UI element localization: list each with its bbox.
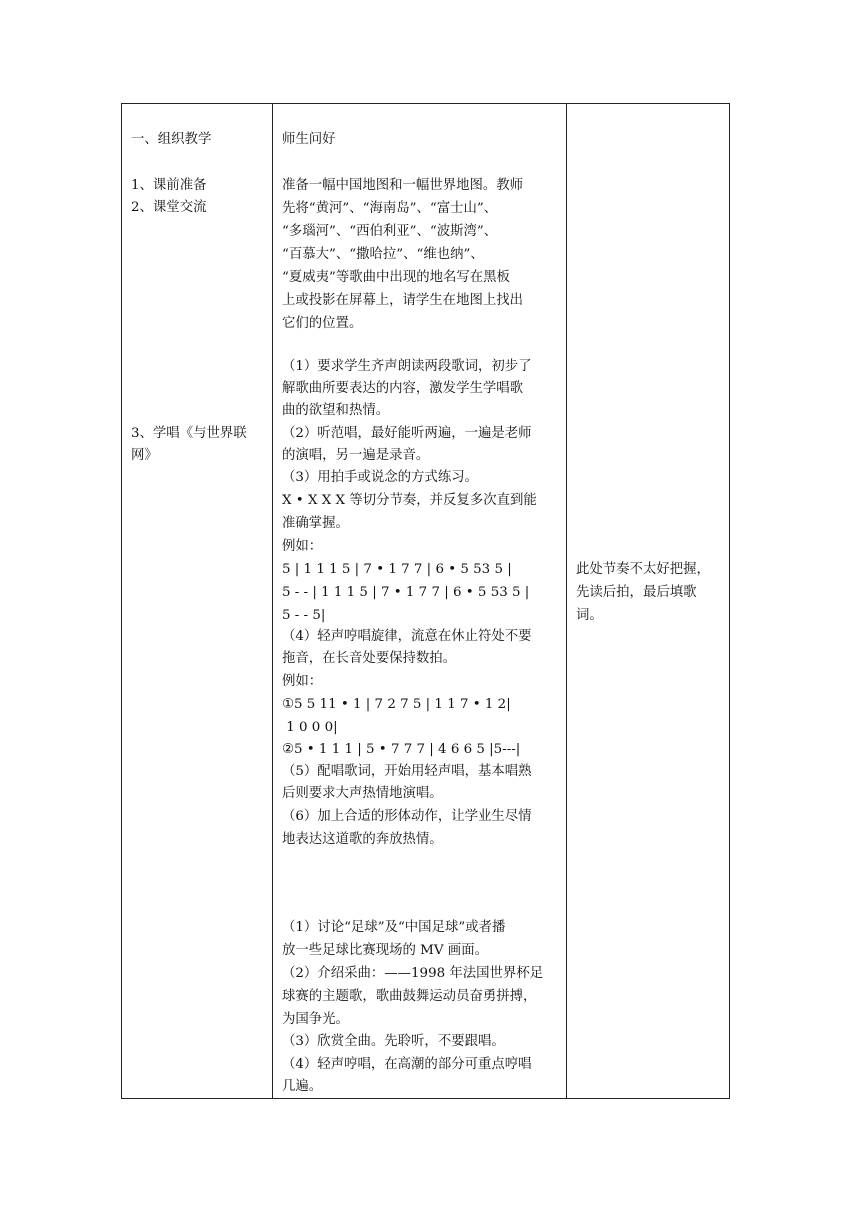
- step-line: （4）轻声哼唱旋律，流意在休止符处不要: [282, 629, 532, 644]
- step-line: 地表达这道歌的奔放热情。: [282, 832, 443, 847]
- greeting-text: 师生问好: [282, 132, 336, 147]
- step-line: （6）加上合适的形体动作，让学业生尽情: [282, 809, 532, 824]
- melody-example: ①5 5 11 • 1 | 7 2 7 5 | 1 1 7 • 1 2|: [282, 697, 511, 712]
- step-line: 解歌曲所要表达的内容，激发学生学唱歌: [282, 381, 524, 396]
- football-line: （3）欣赏全曲。先聆听，不要跟唱。: [282, 1034, 505, 1049]
- football-line: （4）轻声哼唱，在高潮的部分可重点哼唱: [282, 1057, 532, 1072]
- prep-line: 上或投影在屏幕上，请学生在地图上找出: [282, 293, 524, 308]
- step-line: X • X X X 等切分节奏，并反复多次直到能: [282, 493, 537, 508]
- football-line: 为国争光。: [282, 1012, 349, 1027]
- item-class-exchange: 2、课堂交流: [131, 200, 207, 215]
- teacher-note: 先读后拍，最后填歌: [576, 585, 697, 600]
- melody-example: 1 0 0 0|: [282, 720, 338, 735]
- step-line: 后则要求大声热情地演唱。: [282, 786, 443, 801]
- rhythm-example: 5 | 1 1 1 5 | 7 • 1 7 7 | 6 • 5 53 5 |: [282, 562, 512, 577]
- football-line: 球赛的主题歌，歌曲鼓舞运动员奋勇拼搏，: [282, 989, 537, 1004]
- lesson-table: [121, 103, 730, 1099]
- step-line: （2）听范唱，最好能听两遍，一遍是老师: [282, 426, 532, 441]
- left-column: [122, 104, 273, 1098]
- football-line: （1）讨论“足球”及“中国足球”或者播: [282, 920, 506, 935]
- step-line: 的演唱，另一遍是录音。: [282, 448, 430, 463]
- step-line: （1）要求学生齐声朗读两段歌词，初步了: [282, 359, 532, 374]
- melody-example: ②5 • 1 1 1 | 5 • 7 7 7 | 4 6 6 5 |5---|: [282, 742, 521, 757]
- football-line: 放一些足球比赛现场的 MV 画面。: [282, 943, 488, 958]
- step-line: （3）用拍手或说念的方式练习。: [282, 470, 478, 485]
- step-line: 例如：: [282, 539, 323, 554]
- prep-line: “夏威夷”等歌曲中出现的地名写在黑板: [282, 270, 510, 285]
- middle-column: [273, 104, 567, 1098]
- item-learn-song-line2: 网》: [131, 448, 158, 463]
- step-line: 准确掌握。: [282, 516, 349, 531]
- step-line: 曲的欲望和热情。: [282, 403, 390, 418]
- item-pre-class: 1、课前准备: [131, 178, 207, 193]
- prep-line: “多瑙河”、“西伯利亚”、“波斯湾”、: [282, 224, 498, 239]
- prep-line: 它们的位置。: [282, 316, 363, 331]
- prep-line: “百慕大”、“撒哈拉”、“维也纳”、: [282, 247, 484, 262]
- step-line: 例如：: [282, 674, 323, 689]
- prep-line: 先将“黄河”、“海南岛”、“富士山”、: [282, 201, 498, 216]
- step-line: （5）配唱歌词，开始用轻声唱，基本唱熟: [282, 764, 532, 779]
- rhythm-example: 5 - - | 1 1 1 5 | 7 • 1 7 7 | 6 • 5 53 5 |: [282, 585, 530, 600]
- football-line: （2）介绍采曲：——1998 年法国世界杯足: [282, 966, 544, 981]
- rhythm-example: 5 - - 5|: [282, 608, 326, 623]
- right-column: [567, 104, 730, 1098]
- football-line: 几遍。: [282, 1079, 323, 1094]
- section-organize: 一、组织教学: [131, 132, 212, 147]
- item-learn-song-line1: 3、学唱《与世界联: [131, 426, 247, 441]
- teacher-note: 词。: [576, 608, 603, 623]
- prep-line: 准备一幅中国地图和一幅世界地图。教师: [282, 178, 524, 193]
- teacher-note: 此处节奏不太好把握，: [576, 562, 710, 577]
- step-line: 拖音，在长音处要保持数拍。: [282, 651, 457, 666]
